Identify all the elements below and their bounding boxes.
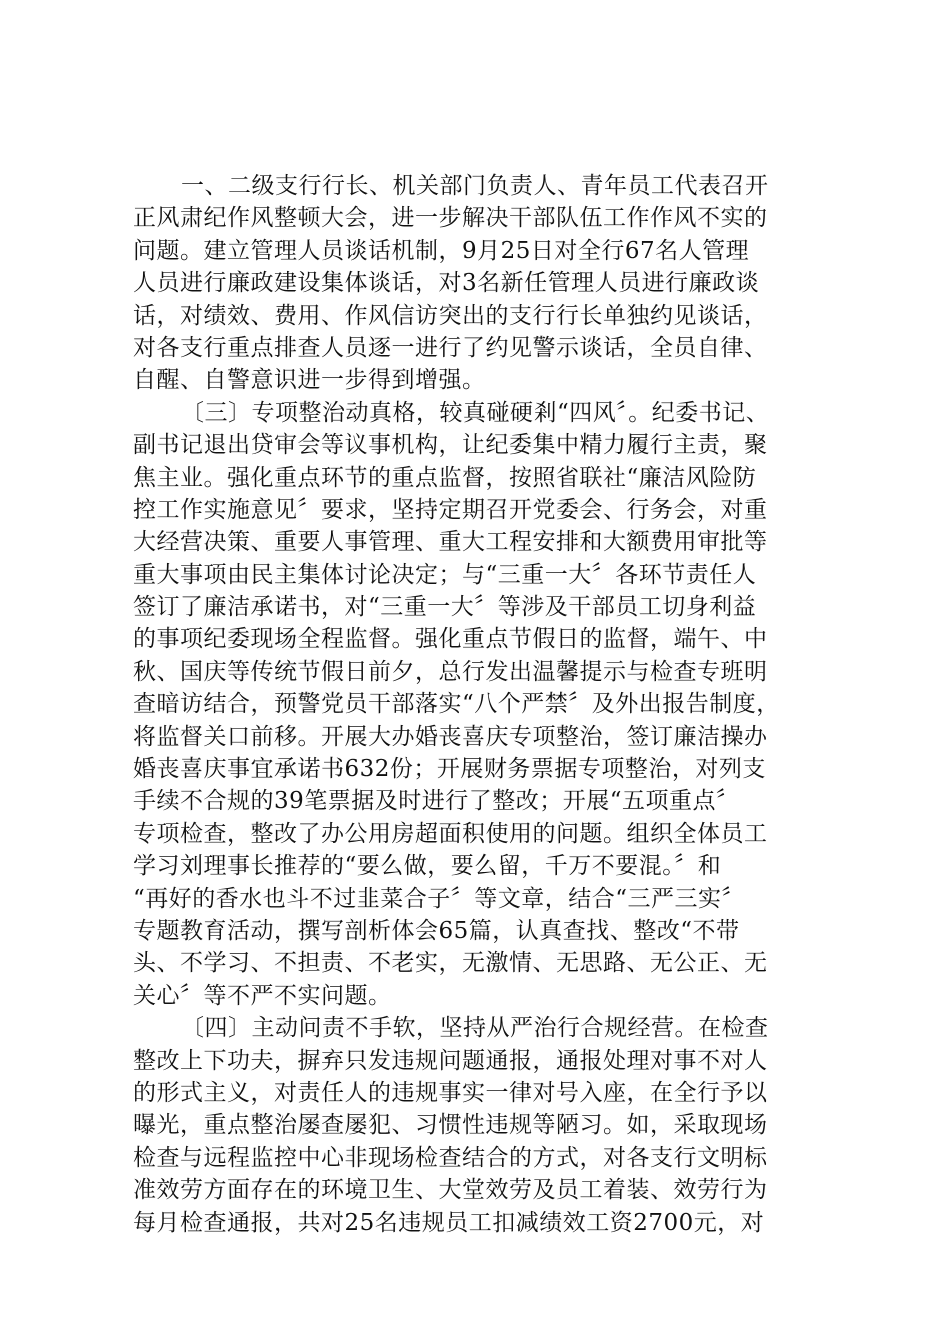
paragraph-line: 秋、国庆等传统节假日前夕，总行发出温馨提示与检查专班明 — [133, 658, 768, 685]
paragraph-line: 将监督关口前移。开展大办婚丧喜庆专项整治，签订廉洁操办 — [133, 723, 768, 750]
paragraph-line: 的形式主义，对责任人的违规事实一律对号入座，在全行予以 — [133, 1079, 768, 1106]
paragraph-line: “再好的香水也斗不过韭菜合子〞等文章，结合“三严三实〞 — [133, 885, 746, 912]
paragraph-line: 自醒、自警意识进一步得到增强。 — [133, 367, 486, 394]
paragraph-accountability — [133, 1012, 838, 1239]
paragraph-line: 话，对绩效、费用、作风信访突出的支行行长单独约见谈话， — [133, 302, 768, 329]
paragraph-line: 大经营决策、重要人事管理、重大工程安排和大额费用审批等 — [133, 529, 768, 556]
paragraph-line: 整改上下功夫，摒弃只发违规问题通报，通报处理对事不对人 — [133, 1047, 768, 1074]
paragraph-line: 专题教育活动，撰写剖析体会65篇，认真查找、整改“不带 — [133, 917, 740, 944]
paragraph-line: 副书记退出贷审会等议事机构，让纪委集中精力履行主责，聚 — [133, 432, 768, 459]
paragraph-line: 婚丧喜庆事宜承诺书632份；开展财务票据专项整治，对列支 — [133, 756, 766, 783]
paragraph-line: 焦主业。强化重点环节的重点监督，按照省联社“廉洁风险防 — [133, 464, 757, 491]
paragraph-line: 曝光，重点整治屡查屡犯、习惯性违规等陋习。如，采取现场 — [133, 1112, 768, 1139]
paragraph-line: 问题。建立管理人员谈话机制，9月25日对全行67名人管理 — [133, 237, 750, 264]
paragraph-line: 手续不合规的39笔票据及时进行了整改；开展“五项重点〞 — [133, 788, 740, 815]
paragraph-line: 查暗访结合，预警党员干部落实“八个严禁〞及外出报告制度， — [133, 691, 780, 718]
paragraph-line: 签订了廉洁承诺书，对“三重一大〞等涉及干部员工切身利益 — [133, 594, 757, 621]
paragraph-staff-talks — [133, 170, 838, 397]
paragraph-line: 人员进行廉政建设集体谈话，对3名新任管理人员进行廉政谈 — [133, 270, 760, 297]
paragraph-line: 一、二级支行行长、机关部门负责人、青年员工代表召开 — [181, 173, 769, 199]
paragraph-line: 对各支行重点排查人员逐一进行了约见警示谈话，全员自律、 — [133, 334, 768, 361]
paragraph-line: 控工作实施意见〞要求，坚持定期召开党委会、行务会，对重 — [133, 496, 768, 523]
paragraph-line: 头、不学习、不担责、不老实，无激情、无思路、无公正、无 — [133, 950, 768, 977]
document-body — [133, 170, 838, 1239]
paragraph-special-rectification — [133, 397, 838, 1012]
paragraph-line: 学习刘理事长推荐的“要么做，要么留，千万不要混。〞和 — [133, 853, 722, 880]
paragraph-line: 正风肃纪作风整顿大会，进一步解决干部队伍工作作风不实的 — [133, 205, 768, 232]
paragraph-line: 专项检查，整改了办公用房超面积使用的问题。组织全体员工 — [133, 820, 768, 847]
paragraph-line: 重大事项由民主集体讨论决定；与“三重一大〞各环节责任人 — [133, 561, 757, 588]
paragraph-line: 关心〞等不严不实问题。 — [133, 982, 392, 1009]
paragraph-line: 检查与远程监控中心非现场检查结合的方式，对各支行文明标 — [133, 1144, 768, 1171]
paragraph-line: 每月检查通报，共对25名违规员工扣减绩效工资2700元，对 — [133, 1209, 765, 1236]
paragraph-line: 准效劳方面存在的环境卫生、大堂效劳及员工着装、效劳行为 — [133, 1177, 768, 1204]
paragraph-line: 〔四〕主动问责不手软，坚持从严治行合规经营。在检查 — [181, 1015, 769, 1042]
paragraph-line: 〔三〕专项整治动真格，较真碰硬剎“四风〞。纪委书记、 — [181, 399, 770, 426]
paragraph-line: 的事项纪委现场全程监督。强化重点节假日的监督，端午、中 — [133, 626, 768, 653]
